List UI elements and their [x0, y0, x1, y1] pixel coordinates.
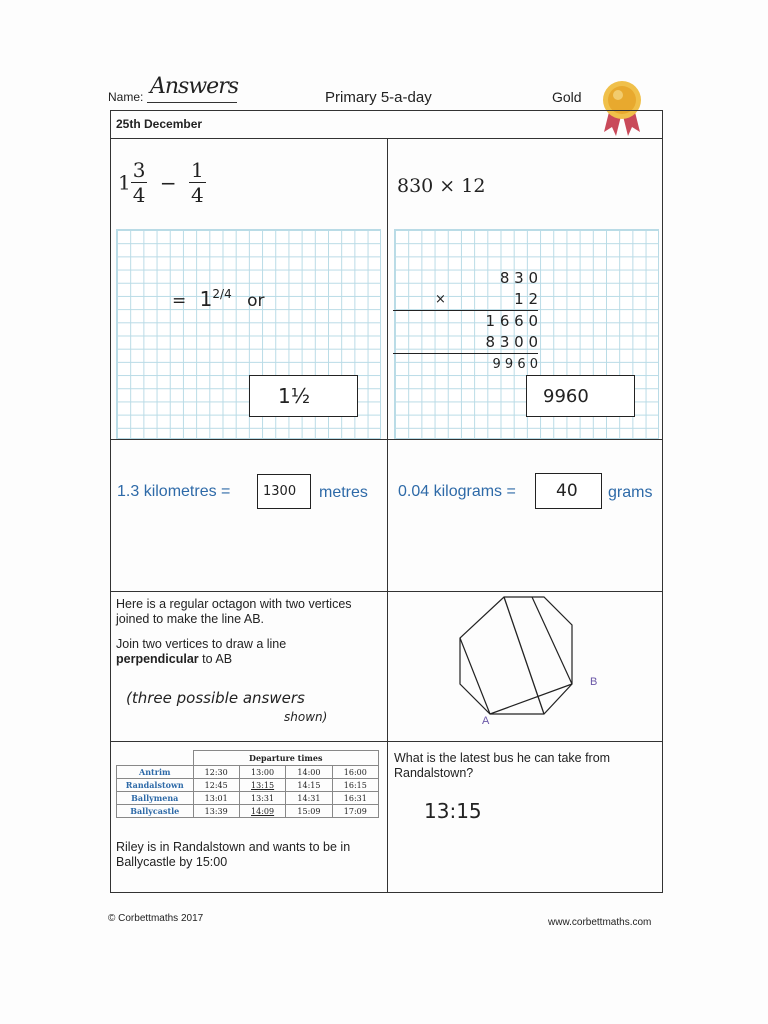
- q1-expression: [118, 158, 206, 207]
- q1-den1: 4: [132, 183, 146, 207]
- perpendicular-line-3: [460, 638, 490, 714]
- q3-answer-box[interactable]: [257, 474, 311, 509]
- q3-left-text: 1.3 kilometres =: [117, 483, 231, 500]
- stop-randalstown: Randalstown: [117, 779, 194, 792]
- footer-url[interactable]: www.corbettmaths.com: [548, 917, 652, 928]
- table-row: [117, 779, 379, 792]
- timetable-header: Departure times: [193, 751, 379, 766]
- q5-note-2: shown): [284, 710, 328, 724]
- q1-working: [172, 287, 265, 311]
- q4-left-text: 0.04 kilograms =: [398, 483, 516, 500]
- perpendicular-line-1: [504, 597, 544, 714]
- q4-answer: 40: [556, 481, 578, 501]
- q5-text-2: Join two vertices to draw a line: [116, 637, 287, 651]
- label-a: A: [482, 715, 490, 727]
- date-row: [110, 110, 663, 139]
- q6-answer: 13:15: [424, 799, 482, 823]
- table-row: [117, 805, 379, 818]
- q4-unit: grams: [608, 484, 653, 501]
- time-cell: 13:00: [239, 766, 285, 779]
- time-cell: 12:30: [193, 766, 239, 779]
- q1-fraction-1: [131, 158, 148, 207]
- table-row: [117, 766, 379, 779]
- q5-text: [116, 597, 381, 667]
- line-ab: [490, 684, 572, 714]
- octagon-shape: [460, 597, 572, 714]
- perpendicular-line-2: [532, 597, 572, 684]
- q5-note-1: (three possible answers: [126, 689, 305, 707]
- time-cell: 17:09: [332, 805, 378, 818]
- q3-answer: 1300: [263, 484, 297, 499]
- q1-working-whole: 1: [199, 287, 213, 311]
- q1-working-fraction: 2/4: [212, 287, 232, 301]
- bus-timetable: [116, 750, 379, 818]
- q2-working-row4: 8 3 0 0: [393, 332, 538, 354]
- name-label: Name:: [108, 90, 144, 104]
- time-cell: 16:00: [332, 766, 378, 779]
- level-label: Gold: [552, 89, 582, 105]
- stop-ballycastle: Ballycastle: [117, 805, 194, 818]
- time-cell-selected: 14:09: [239, 805, 285, 818]
- q2-working-row3: 1 6 6 0: [485, 312, 538, 330]
- q5-text-rest: to AB: [198, 652, 233, 666]
- column-divider: [387, 139, 388, 893]
- time-cell: 13:01: [193, 792, 239, 805]
- time-cell-selected: 13:15: [239, 779, 285, 792]
- q1-whole: 1: [118, 170, 131, 195]
- q2-answer-box[interactable]: [526, 375, 635, 417]
- q2-working: [393, 268, 538, 375]
- date-label: 25th December: [116, 117, 203, 131]
- q2-working-row5: 9 9 6 0: [492, 357, 538, 372]
- q3-unit: metres: [319, 484, 368, 501]
- stop-ballymena: Ballymena: [117, 792, 194, 805]
- q1-num1: 3: [132, 158, 146, 182]
- octagon-diagram: [440, 592, 590, 727]
- q1-working-eq: =: [172, 291, 187, 311]
- q1-den2: 4: [190, 183, 204, 207]
- q6-text: Riley is in Randalstown and wants to be in Ballycastle by 15:00: [116, 840, 351, 869]
- q2-working-row1: 8 3 0: [499, 269, 538, 287]
- timetable-corner: [117, 751, 194, 766]
- name-underline: [147, 102, 237, 103]
- q1-fraction-2: [189, 158, 206, 207]
- q1-working-or: or: [247, 291, 265, 311]
- q4-answer-box[interactable]: [535, 473, 602, 509]
- q5-text-bold: perpendicular: [116, 652, 199, 666]
- time-cell: 12:45: [193, 779, 239, 792]
- time-cell: 13:31: [239, 792, 285, 805]
- q5-text-1: Here is a regular octagon with two vertices joined to make the line AB.: [116, 597, 352, 626]
- time-cell: 13:39: [193, 805, 239, 818]
- q1-answer-box[interactable]: [249, 375, 358, 417]
- time-cell: 15:09: [286, 805, 332, 818]
- q2-working-row2: 1 2: [514, 290, 538, 308]
- q2-answer: 9960: [543, 386, 589, 407]
- page-title: Primary 5-a-day: [325, 89, 432, 106]
- q2-times-sign: ×: [435, 292, 446, 307]
- name-value: Answers: [150, 74, 239, 99]
- stop-antrim: Antrim: [117, 766, 194, 779]
- q1-num2: 1: [190, 158, 204, 182]
- q1-answer: 1½: [278, 384, 311, 408]
- q2-question: 830 × 12: [397, 175, 486, 197]
- q6-question: What is the latest bus he can take from Randalstown?: [394, 751, 611, 780]
- time-cell: 16:31: [332, 792, 378, 805]
- time-cell: 14:00: [286, 766, 332, 779]
- q1-minus: −: [159, 170, 177, 195]
- copyright: © Corbettmaths 2017: [108, 913, 204, 924]
- time-cell: 14:15: [286, 779, 332, 792]
- table-row: [117, 792, 379, 805]
- time-cell: 16:15: [332, 779, 378, 792]
- time-cell: 14:31: [286, 792, 332, 805]
- label-b: B: [590, 676, 598, 688]
